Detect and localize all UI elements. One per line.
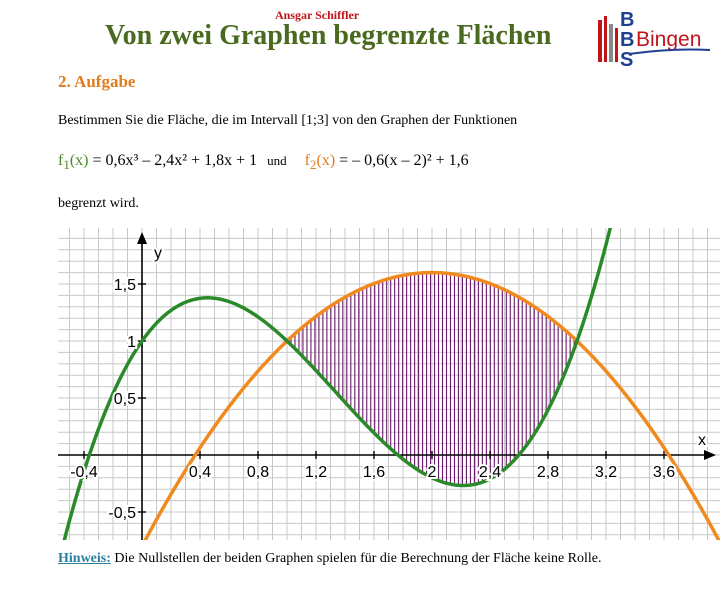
x-axis-label: x (698, 432, 706, 449)
task-tail: begrenzt wird. (58, 196, 139, 211)
f1-subscript: 1 (63, 157, 70, 173)
x-tick-label: 3,6 (652, 464, 676, 481)
grid (58, 228, 720, 540)
x-tick-label: 1,2 (304, 464, 328, 481)
f2-curve (113, 273, 720, 540)
y-tick-label: 1,5 (113, 277, 136, 294)
y-tick-label: 0,5 (113, 391, 136, 408)
x-tick-label: 1,6 (362, 464, 386, 481)
page-title: Von zwei Graphen begrenzte Flächen (105, 20, 552, 51)
connector-text: und (267, 153, 287, 168)
y-tick-label: -0,5 (108, 505, 136, 522)
logo-bars-icon (598, 16, 618, 62)
f2-name: f (304, 152, 310, 169)
school-logo (590, 6, 715, 68)
x-tick-label: 2,4 (478, 464, 502, 481)
x-tick-label: 0,4 (188, 464, 212, 481)
task-heading: 2. Aufgabe (58, 72, 136, 91)
y-axis-label: y (154, 245, 162, 262)
x-tick-label: 3,2 (594, 464, 618, 481)
f1-expression: = 0,6x³ – 2,4x² + 1,8x + 1 (88, 152, 258, 169)
f1-name: f (58, 152, 64, 169)
f1-arg: (x) (69, 152, 89, 169)
hint-note (58, 551, 602, 567)
task-description: Bestimmen Sie die Fläche, die im Intervall [1;3] von den Graphen der Funktionen (58, 113, 518, 128)
logo-letter-b2: B (620, 29, 635, 51)
x-tick-label: -0,4 (70, 464, 98, 481)
x-tick-label: 2 (427, 464, 437, 481)
x-tick-label: 2,8 (536, 464, 560, 481)
f2-subscript: 2 (309, 157, 317, 173)
f2-expression: = – 0,6(x – 2)² + 1,6 (335, 152, 469, 169)
f2-arg: (x) (316, 152, 336, 169)
logo-letter-s: S (620, 49, 634, 68)
author-name: Ansgar Schiffler (275, 8, 360, 22)
x-tick-label: 0,8 (246, 464, 270, 481)
function-graph (58, 228, 720, 540)
hint-label: Hinweis: (58, 551, 111, 566)
y-tick-label: 1 (127, 334, 136, 351)
x-axis-arrow (704, 450, 716, 460)
function-definitions (58, 152, 469, 173)
logo-text: Bingen (636, 28, 702, 51)
logo-letter-b1: B (620, 9, 635, 31)
hint-text: Die Nullstellen der beiden Graphen spielen für die Berechnung der Fläche keine Rolle. (110, 551, 602, 566)
